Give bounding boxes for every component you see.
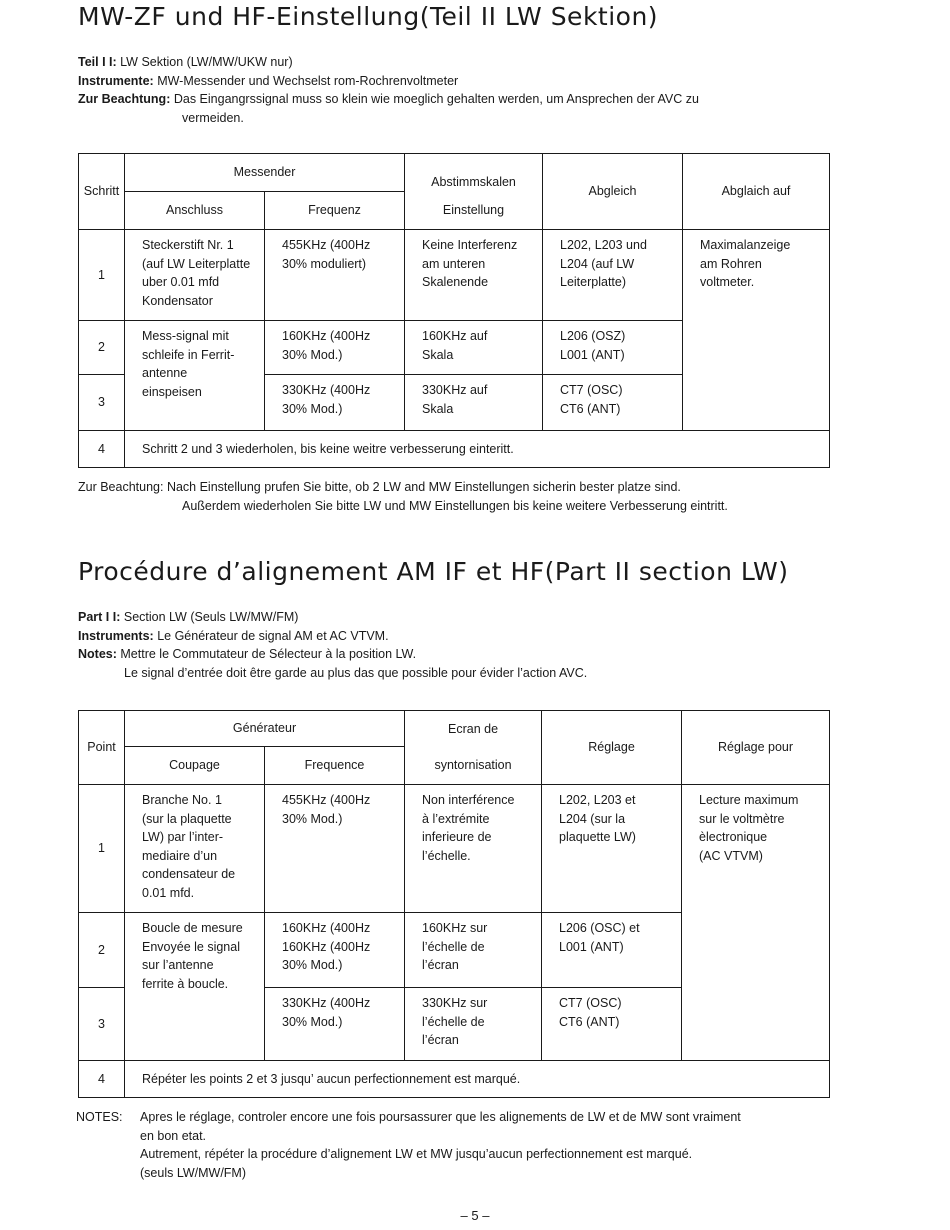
abgleich-auf-cell: Maximalanzeige am Rohren voltmeter. [683, 230, 830, 431]
th-point: Point [79, 711, 125, 785]
coupage-cell: Branche No. 1 (sur la plaquette LW) par l’inter- mediaire d’un condensateur de 0.01 mfd. [125, 785, 265, 913]
instrumente-label: Instrumente: [78, 73, 154, 88]
repeat-cell: Répéter les points 2 et 3 jusqu’ aucun perfectionnement est marqué. [125, 1061, 830, 1098]
part-label: Part I I: [78, 610, 121, 624]
th-abgleich-auf: Abglaich auf [683, 154, 830, 230]
reglage-pour-cell: Lecture maximum sur le voltmètre èlectronique (AC VTVM) [682, 785, 830, 1061]
frequence-cell: 160KHz (400Hz 160KHz (400Hz 30% Mod.) [265, 913, 405, 988]
th-reglage: Réglage [542, 711, 682, 785]
step-cell: 3 [79, 375, 125, 431]
reglage-cell: L206 (OSC) et L001 (ANT) [542, 913, 682, 988]
german-note-line1: Zur Beachtung: Nach Einstellung prufen Sie bitte, ob 2 LW and MW Einstellungen sicherin bester platze sind. [78, 480, 681, 494]
th-anschluss: Anschluss [125, 192, 265, 230]
reglage-cell: CT7 (OSC) CT6 (ANT) [542, 988, 682, 1061]
point-cell: 2 [79, 913, 125, 988]
th-syntornisation: syntornisation [405, 747, 542, 785]
instrumente-value: MW-Messender und Wechselst rom-Rochrenvoltmeter [157, 73, 459, 88]
frequence-cell: 455KHz (400Hz 30% Mod.) [265, 785, 405, 913]
german-meta [78, 53, 699, 127]
page-number: – 5 – [460, 1208, 490, 1223]
frequence-cell: 330KHz (400Hz 30% Mod.) [265, 988, 405, 1061]
step-cell: 1 [79, 230, 125, 321]
german-note-line2: Außerdem wiederholen Sie bitte LW und MW Einstellungen bis keine weitere Verbesserung eintritt. [182, 498, 728, 513]
teil-value: LW Sektion (LW/MW/UKW nur) [120, 55, 293, 69]
notes-line4: (seuls LW/MW/FM) [140, 1165, 247, 1180]
notes-line1: Apres le réglage, controler encore une fois poursassurer que les alignements de LW et de MW sont vraiment [140, 1110, 741, 1124]
th-reglage-pour: Réglage pour [682, 711, 830, 785]
french-notes [76, 1108, 741, 1182]
german-note [78, 478, 728, 515]
th-schritt: Schritt [79, 154, 125, 230]
notes-value-cont: Le signal d’entrée doit être garde au plus das que possible pour évider l’action AVC. [124, 665, 588, 680]
french-table [78, 710, 830, 1098]
th-generateur: Générateur [125, 711, 405, 747]
beachtung-value: Das Eingangrssignal muss so klein wie moeglich gehalten werden, um Ansprechen der AVC zu [173, 92, 699, 106]
notes-value: Mettre le Commutateur de Sélecteur à la position LW. [120, 647, 417, 661]
anschluss-cell: Mess-signal mit schleife in Ferrit- antenne einspeisen [125, 321, 265, 431]
frequenz-cell: 160KHz (400Hz 30% Mod.) [265, 321, 405, 375]
abgleich-cell: L206 (OSZ) L001 (ANT) [543, 321, 683, 375]
th-abgleich: Abgleich [543, 154, 683, 230]
reglage-cell: L202, L203 et L204 (sur la plaquette LW) [542, 785, 682, 913]
instruments-value: Le Générateur de signal AM et AC VTVM. [157, 628, 389, 643]
th-einstellung: Einstellung [405, 192, 543, 230]
point-cell: 3 [79, 988, 125, 1061]
th-frequenz: Frequenz [265, 192, 405, 230]
notes-line3: Autrement, répéter la procédure d’alignement LW et MW jusqu’aucun perfectionnement est marqué. [140, 1147, 693, 1161]
french-title: Procédure d’alignement AM IF et HF(Part II section LW) [78, 557, 789, 586]
point-cell: 1 [79, 785, 125, 913]
part-value: Section LW (Seuls LW/MW/FM) [123, 610, 299, 624]
th-messender: Messender [125, 154, 405, 192]
anschluss-cell: Steckerstift Nr. 1 (auf LW Leiterplatte uber 0.01 mfd Kondensator [125, 230, 265, 321]
notes-label: Notes: [78, 647, 117, 661]
ecran-cell: 330KHz sur l’échelle de l’écran [405, 988, 542, 1061]
abgleich-cell: CT7 (OSC) CT6 (ANT) [543, 375, 683, 431]
einstellung-cell: Keine Interferenz am unteren Skalenende [405, 230, 543, 321]
th-ecran: Ecran de [405, 711, 542, 747]
german-title: MW-ZF und HF-Einstellung(Teil II LW Sektion) [78, 2, 659, 31]
ecran-cell: Non interférence à l’extrémite inferieure de l’échelle. [405, 785, 542, 913]
frequenz-cell: 455KHz (400Hz 30% moduliert) [265, 230, 405, 321]
point-cell: 4 [79, 1061, 125, 1098]
french-meta [78, 608, 587, 682]
notes-label-final: NOTES: [76, 1110, 123, 1124]
repeat-cell: Schritt 2 und 3 wiederholen, bis keine weitre verbesserung einteritt. [125, 431, 830, 468]
frequenz-cell: 330KHz (400Hz 30% Mod.) [265, 375, 405, 431]
beachtung-label: Zur Beachtung: [78, 92, 171, 106]
coupage-cell: Boucle de mesure Envoyée le signal sur l’antenne ferrite à boucle. [125, 913, 265, 1061]
einstellung-cell: 330KHz auf Skala [405, 375, 543, 431]
th-abstimmskalen: Abstimmskalen [405, 154, 543, 192]
th-frequence: Frequence [265, 747, 405, 785]
step-cell: 4 [79, 431, 125, 468]
einstellung-cell: 160KHz auf Skala [405, 321, 543, 375]
german-table [78, 153, 830, 468]
ecran-cell: 160KHz sur l’échelle de l’écran [405, 913, 542, 988]
th-coupage: Coupage [125, 747, 265, 785]
instruments-label: Instruments: [78, 628, 154, 643]
abgleich-cell: L202, L203 und L204 (auf LW Leiterplatte) [543, 230, 683, 321]
notes-line2: en bon etat. [140, 1128, 207, 1143]
step-cell: 2 [79, 321, 125, 375]
teil-label: Teil I I: [78, 55, 117, 69]
beachtung-value-cont: vermeiden. [182, 110, 244, 125]
